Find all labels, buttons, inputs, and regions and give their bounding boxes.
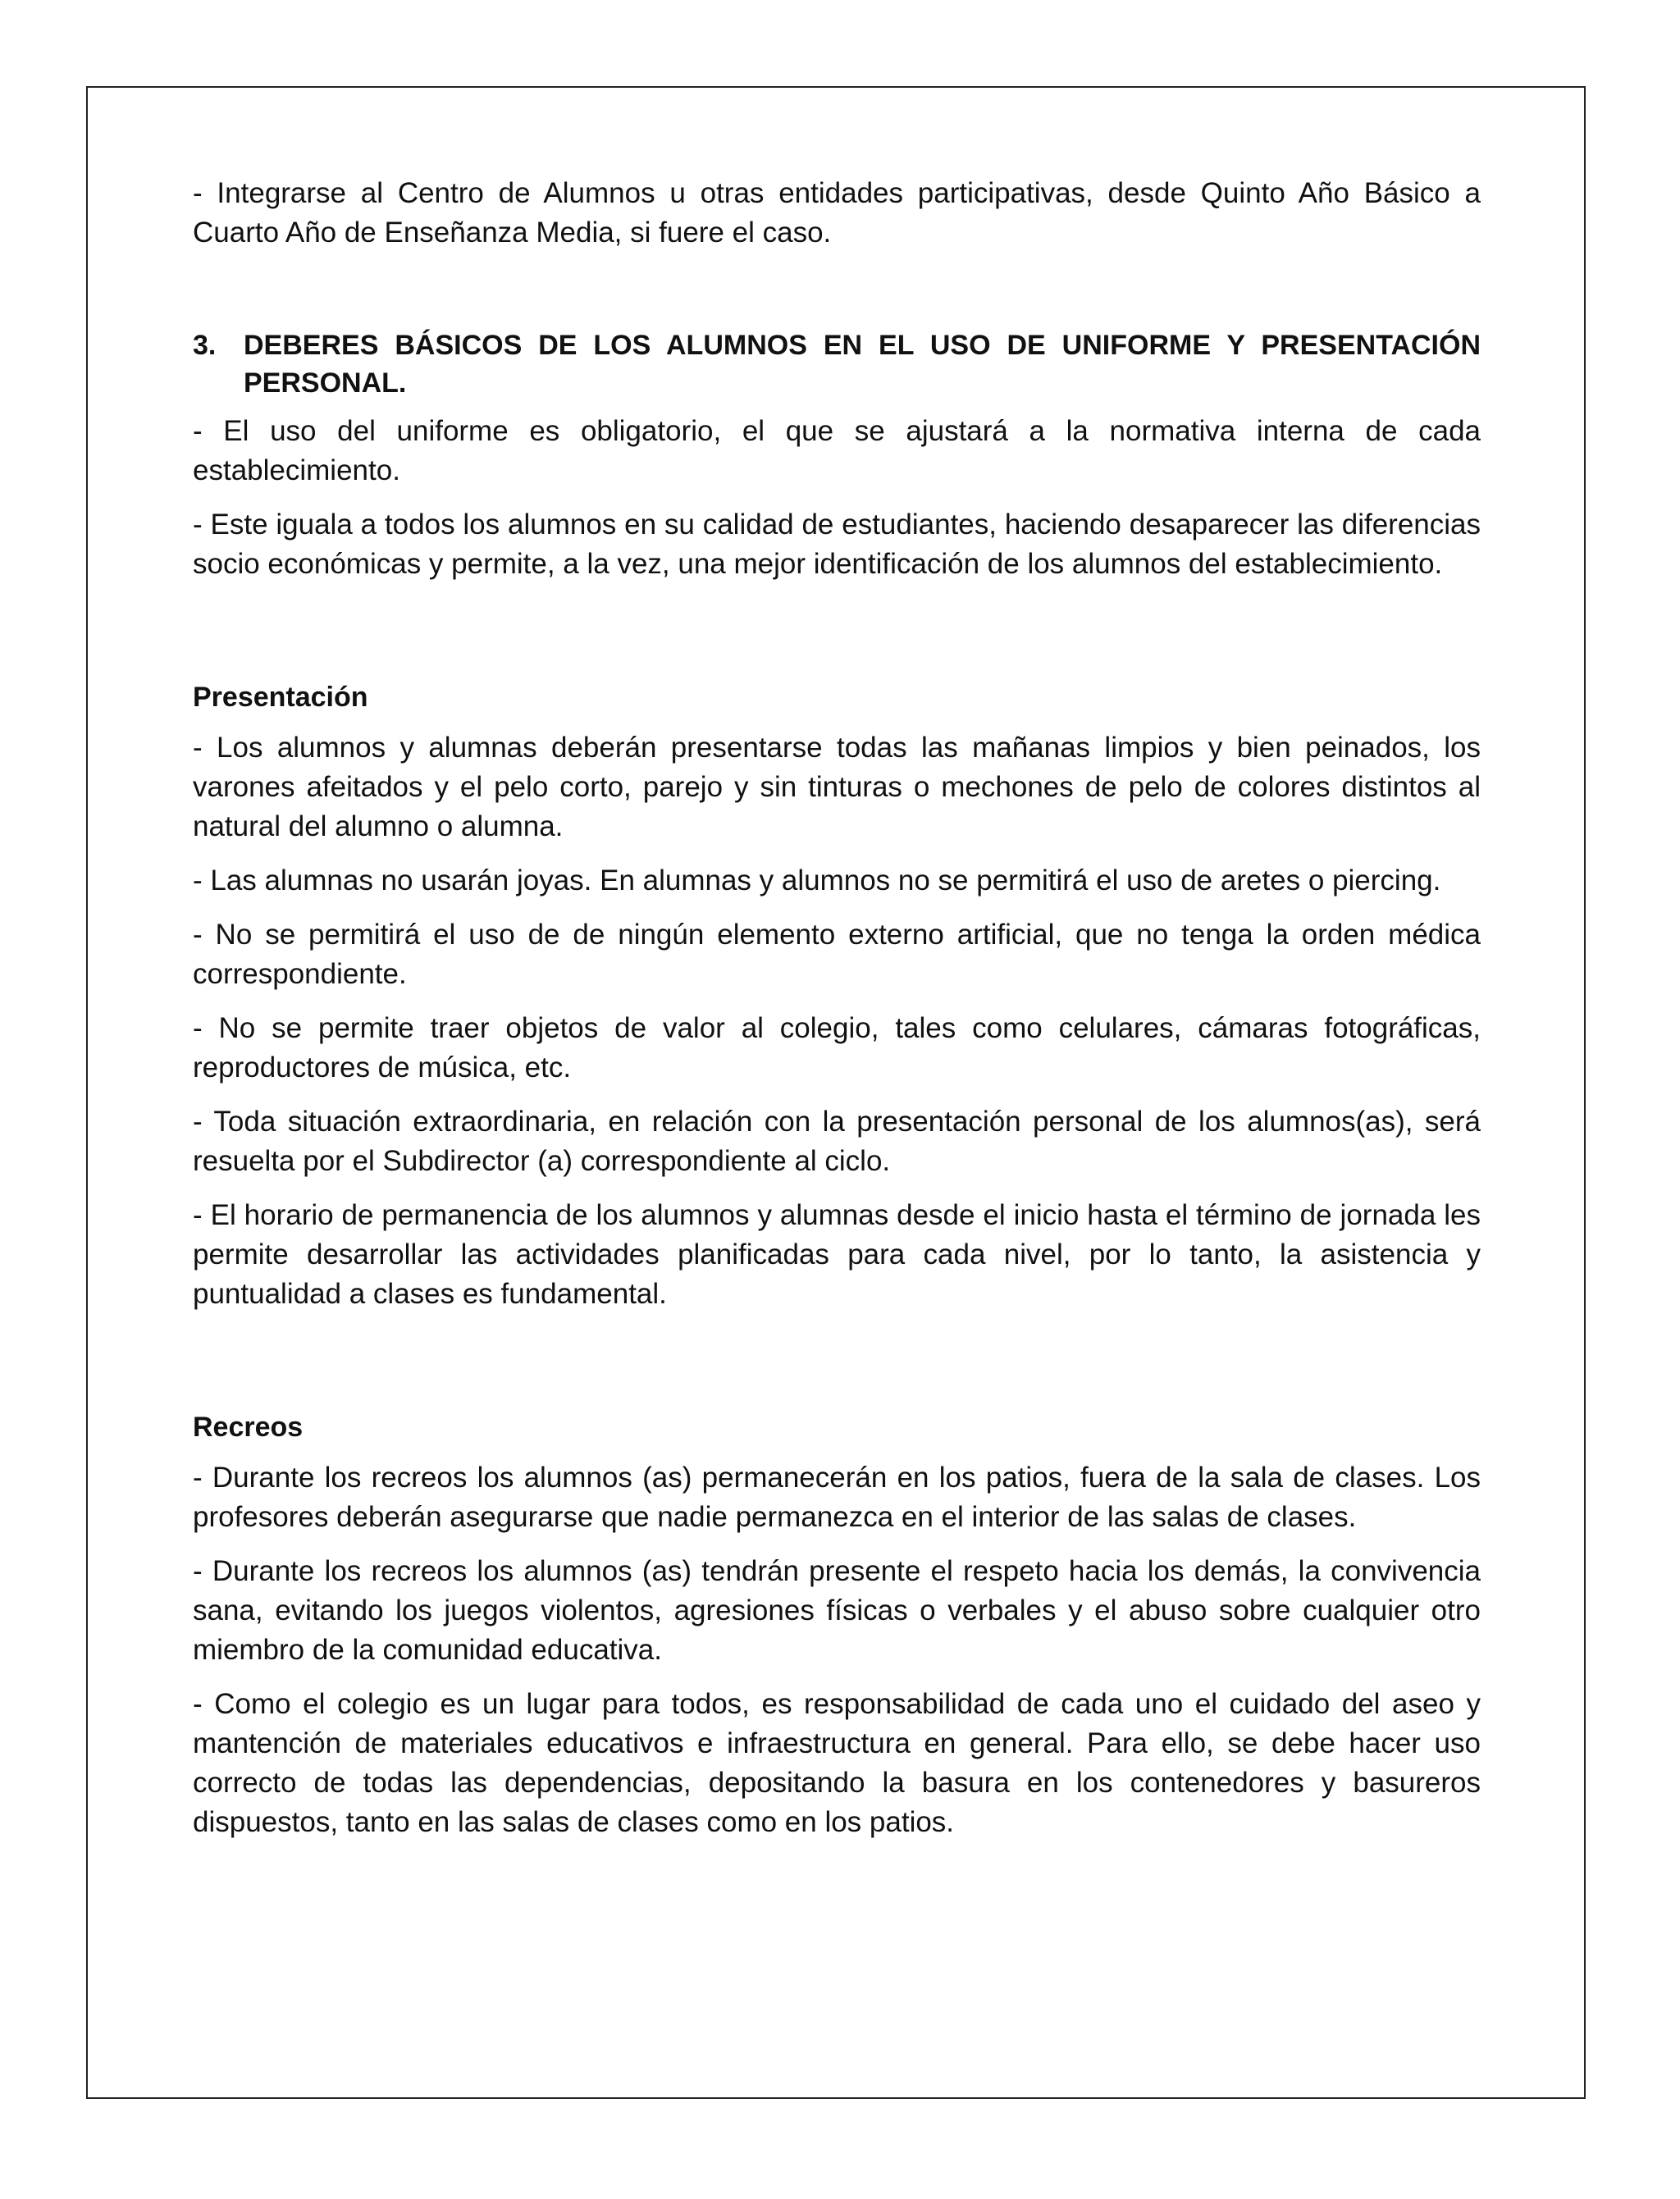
intro-paragraph: - Integrarse al Centro de Alumnos u otras entidades participativas, desde Quinto Año Básico a Cuarto Año de Enseñanza Media, si fuere el caso.	[193, 177, 1481, 249]
recreos-heading: Recreos	[193, 1412, 304, 1443]
recreos-paragraph: - Durante los recreos los alumnos (as) permanecerán en los patios, fuera de la sala de clases. Los profesores deberán asegurarse que nadie permanezca en el interior de las salas de clases.	[193, 1462, 1481, 1533]
section-3-paragraph: - Este iguala a todos los alumnos en su calidad de estudiantes, haciendo desaparecer las diferencias socio económicas y permite, a la vez, una mejor identificación de los alumnos del establecimiento.	[193, 509, 1481, 580]
presentacion-heading: Presentación	[193, 682, 368, 713]
document-body	[193, 174, 1481, 1857]
presentacion-paragraph: - Toda situación extraordinaria, en relación con la presentación personal de los alumnos(as), será resuelta por el Subdirector (a) correspondiente al ciclo.	[193, 1106, 1481, 1177]
recreos-paragraph: - Como el colegio es un lugar para todos, es responsabilidad de cada uno el cuidado del aseo y mantención de materiales educativos e infraestructura en general. Para ello, se debe hacer uso correcto de todas las dependencias, depositando la basura en los contenedores y basureros dispuestos, tanto en las salas de clases como en los patios.	[193, 1688, 1481, 1838]
presentacion-paragraph: - Los alumnos y alumnas deberán presentarse todas las mañanas limpios y bien peinados, los varones afeitados y el pelo corto, parejo y sin tinturas o mechones de pelo de colores distintos al natural del alumno o alumna.	[193, 732, 1481, 842]
presentacion-paragraph: - No se permite traer objetos de valor al colegio, tales como celulares, cámaras fotográficas, reproductores de música, etc.	[193, 1012, 1481, 1084]
section-3-paragraph: - El uso del uniforme es obligatorio, el que se ajustará a la normativa interna de cada establecimiento.	[193, 415, 1481, 486]
recreos-paragraph: - Durante los recreos los alumnos (as) tendrán presente el respeto hacia los demás, la convivencia sana, evitando los juegos violentos, agresiones físicas o verbales y el abuso sobre cualquier otro miembro de la comunidad educativa.	[193, 1555, 1481, 1666]
presentacion-paragraph: - Las alumnas no usarán joyas. En alumnas y alumnos no se permitirá el uso de aretes o piercing.	[193, 865, 1441, 896]
presentacion-paragraph: - No se permitirá el uso de de ningún elemento externo artificial, que no tenga la orden médica correspondiente.	[193, 919, 1481, 990]
presentacion-paragraph: - El horario de permanencia de los alumnos y alumnas desde el inicio hasta el término de jornada les permite desarrollar las actividades planificadas para cada nivel, por lo tanto, la asistencia y puntualidad a clases es fundamental.	[193, 1199, 1481, 1310]
section-3-heading	[193, 326, 1481, 402]
section-3-title: DEBERES BÁSICOS DE LOS ALUMNOS EN EL USO DE UNIFORME Y PRESENTACIÓN PERSONAL.	[244, 330, 1481, 399]
section-3-number: 3.	[193, 330, 217, 361]
